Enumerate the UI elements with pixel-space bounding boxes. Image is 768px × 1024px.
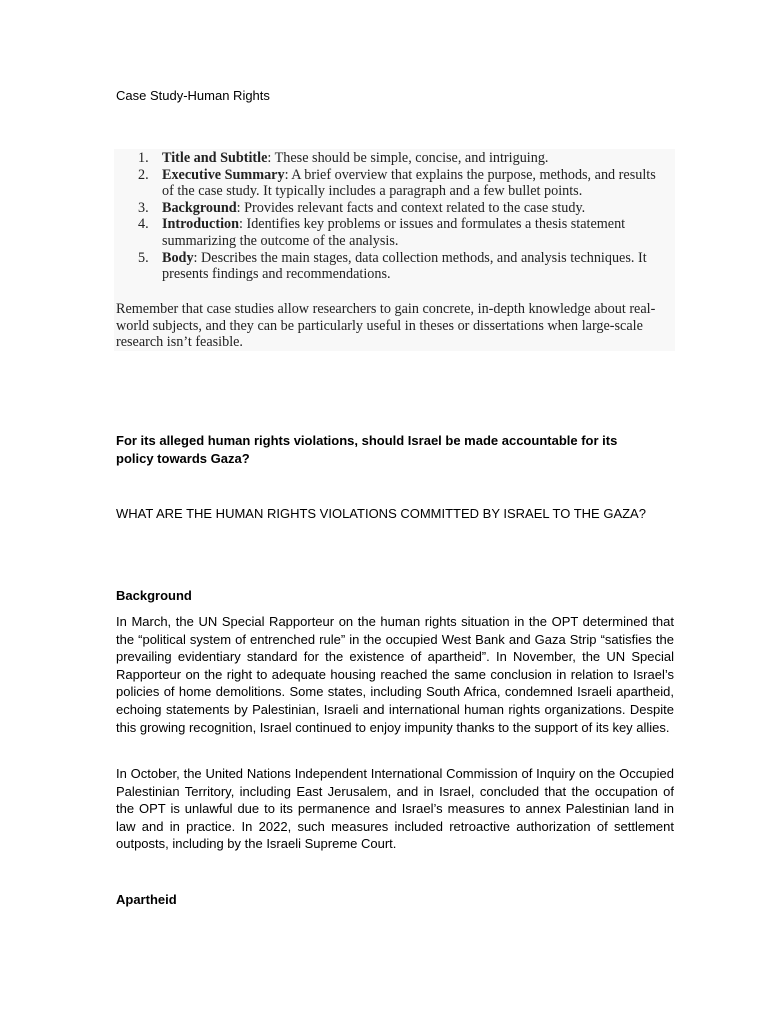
list-item	[114, 216, 675, 249]
background-paragraph-1: In March, the UN Special Rapporteur on the human rights situation in the OPT determined that the “political system of entrenched rule” in the occupied West Bank and Gaza Strip “satisfies the prevailing evidentiary standard for the existence of apartheid”. In November, the UN Special Rapporteur on the right to adequate housing reached the same conclusion in relation to Israel’s policies of home demolitions. Some states, including South Africa, condemned Israeli apartheid, echoing statements by Palestinian, Israeli and international human rights organizations. Despite this growing recognition, Israel continued to enjoy impunity thanks to the support of its key allies.	[116, 614, 674, 735]
list-item-text: : Describes the main stages, data collection methods, and analysis techniques. It presents findings and recommendations.	[162, 249, 647, 283]
case-study-sections-list	[114, 150, 675, 283]
list-item-text: : Provides relevant facts and context related to the case study.	[236, 199, 586, 216]
list-item-number: 5.	[138, 249, 149, 266]
list-item	[114, 150, 675, 167]
document-title: Case Study-Human Rights	[116, 88, 270, 103]
list-item-term: Title and Subtitle	[162, 150, 268, 166]
list-item-number: 1.	[138, 150, 149, 166]
list-item-number: 4.	[138, 216, 149, 233]
research-question: For its alleged human rights violations, should Israel be made accountable for its policy towards Gaza?	[116, 433, 618, 466]
list-item	[114, 167, 675, 200]
list-item-number: 2.	[138, 166, 149, 183]
list-item-term: Executive Summary	[162, 166, 285, 183]
list-item	[114, 250, 675, 283]
list-item-text: : A brief overview that explains the purpose, methods, and results of the case study. It typically includes a paragraph and a few bullet points.	[162, 166, 656, 200]
background-paragraph-2: In October, the United Nations Independent International Commission of Inquiry on the Occupied Palestinian Territory, including East Jerusalem, and in Israel, concluded that the occupation of the OPT is unlawful due to its permanence and Israel’s measures to annex Palestinian land in law and in practice. In 2022, such measures included retroactive authorization of settlement outposts, including by the Israeli Supreme Court.	[116, 766, 674, 852]
list-item-term: Introduction	[162, 216, 239, 233]
excerpt-remember-note: Remember that case studies allow researchers to gain concrete, in-depth knowledge about real-world subjects, and they can be particularly useful in theses or dissertations when large-scale research isn’t feasible.	[116, 301, 656, 351]
list-item-term: Background	[162, 199, 237, 216]
list-item	[114, 200, 675, 217]
list-item-text: : Identifies key problems or issues and formulates a thesis statement summarizing the outcome of the analysis.	[162, 216, 626, 249]
violations-question: WHAT ARE THE HUMAN RIGHTS VIOLATIONS COMMITTED BY ISRAEL TO THE GAZA?	[116, 506, 646, 521]
list-item-text: : These should be simple, concise, and intriguing.	[267, 150, 549, 166]
list-item-number: 3.	[138, 199, 149, 216]
background-heading: Background	[116, 588, 192, 603]
list-item-term: Body	[162, 249, 194, 266]
case-study-structure-excerpt	[114, 149, 675, 351]
apartheid-heading: Apartheid	[116, 892, 177, 907]
